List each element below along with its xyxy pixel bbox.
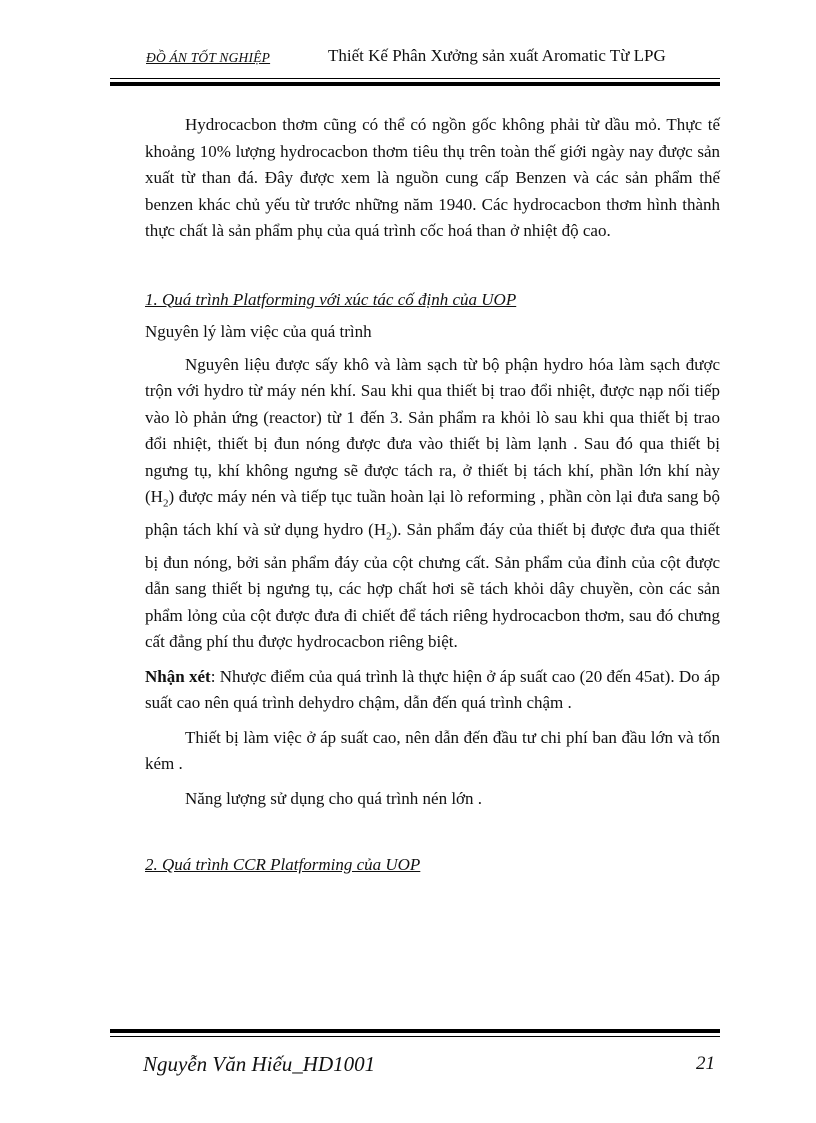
page-number: 21 bbox=[696, 1053, 715, 1074]
principle-heading: Nguyên lý làm việc của quá trình bbox=[145, 322, 372, 341]
process-text-2: ) được máy nén và tiếp tục tuần hoàn lại lò reforming , phần còn lại đưa sang bộ phận tách khí và sử dụng hydro (H bbox=[145, 487, 720, 539]
section-1-heading bbox=[145, 287, 720, 314]
page-header bbox=[110, 46, 720, 70]
paragraph-cost: Thiết bị làm việc ở áp suất cao, nên dẫn đến đầu tư chi phí ban đầu lớn và tốn kém . bbox=[145, 727, 720, 774]
page-content bbox=[145, 112, 720, 879]
section-2-heading bbox=[145, 852, 720, 879]
paragraph-process bbox=[145, 352, 720, 656]
section-2-title: 2. Quá trình CCR Platforming của UOP bbox=[145, 855, 421, 875]
h2-subscript-2: 2 bbox=[386, 530, 392, 543]
process-text-3: ). Sản phẩm đáy của thiết bị được đưa qua thiết bị đun nóng, bởi sản phẩm đáy của cột chưng cất. Sản phẩm của đỉnh của cột được dẫn sang thiết bị ngưng tụ, các hợp chất hơi sẽ tách khỏi dây chuyền, còn các sản phẩm lỏng của cột được đưa đi chiết để tách riêng hydrocacbon thơm, sau đó chưng cất đẳng phí thu được hydrocacbon riêng biệt. bbox=[145, 519, 720, 652]
paragraph-energy: Năng lượng sử dụng cho quá trình nén lớn . bbox=[185, 788, 483, 808]
footer-rule-thin bbox=[110, 1036, 720, 1037]
header-rule-thin bbox=[110, 78, 720, 79]
section-1-title: 1. Quá trình Platforming với xúc tác cố định của UOP bbox=[145, 289, 517, 309]
header-rule-thick bbox=[110, 82, 720, 86]
remark-text: : Nhược điểm của quá trình là thực hiện ở áp suất cao (20 đến 45at). Do áp suất cao nên quá trình dehydro chậm, dẫn đến quá trình chậm . bbox=[145, 666, 720, 713]
paragraph-intro: Hydrocacbon thơm cũng có thể có ngồn gốc không phải từ dầu mỏ. Thực tế khoảng 10% lượng hydrocacbon thơm tiêu thụ trên toàn thế giới ngày nay được sản xuất từ than đá. Đây được xem là nguồn cung cấp Benzen và các sản phẩm thế benzen khác chủ yếu từ trước những năm 1940. Các hydrocacbon thơm hình thành thực chất là sản phẩm phụ của quá trình cốc hoá than ở nhiệt độ cao. bbox=[145, 115, 720, 240]
footer-author: Nguyễn Văn Hiếu_HD1001 bbox=[143, 1052, 376, 1076]
header-right-title: Thiết Kế Phân Xưởng sản xuất Aromatic Từ LPG bbox=[328, 46, 666, 65]
paragraph-remark bbox=[145, 664, 720, 717]
process-text-1: Nguyên liệu được sấy khô và làm sạch từ bộ phận hydro hóa làm sạch được trộn với hydro từ máy nén khí. Sau khi qua thiết bị trao đổi nhiệt, được nạp nối tiếp vào lò phản ứng (reactor) từ 1 đến 3. Sản phẩm ra khỏi lò sau khi qua thiết bị trao đổi nhiệt, thiết bị đun nóng được đưa vào thiết bị làm lạnh . Sau đó qua thiết bị ngưng tụ, khí không ngưng sẽ được tách ra, ở thiết bị tách khí, phần lớn khí này (H bbox=[145, 354, 720, 506]
footer-rule-thick bbox=[110, 1029, 720, 1033]
h2-subscript-1: 2 bbox=[162, 497, 169, 510]
remark-label: Nhận xét bbox=[145, 666, 211, 686]
header-left-title: ĐỒ ÁN TỐT NGHIỆP bbox=[146, 50, 271, 65]
